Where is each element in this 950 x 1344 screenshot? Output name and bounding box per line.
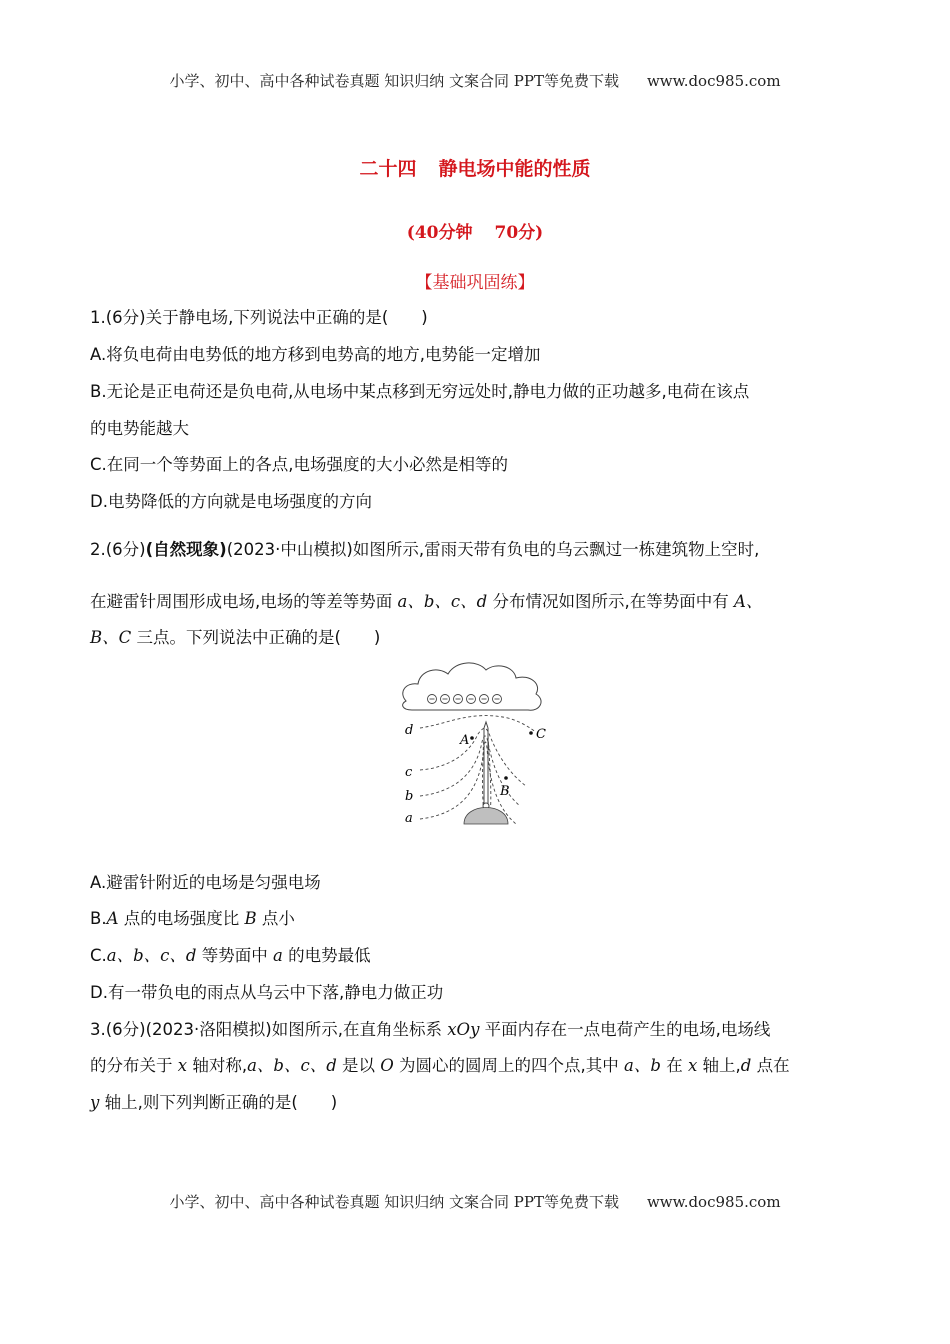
page-footer bbox=[0, 1191, 950, 1212]
q2-stem-line2: 在避雷针周围形成电场,电场的等差等势面 a、b、c、d 分布情况如图所示,在等势面中有 A、 bbox=[90, 592, 763, 611]
q2-option-b: B.A 点的电场强度比 B 点小 bbox=[90, 909, 295, 928]
equipotential-lines bbox=[420, 716, 536, 824]
q1-option-b-line2: 的电势能越大 bbox=[90, 419, 189, 438]
label-B: B bbox=[500, 784, 510, 799]
footer-text: 小学、初中、高中各种试卷真题 知识归纳 文案合同 PPT等免费下载 bbox=[169, 1193, 619, 1211]
q1-option-c: C.在同一个等势面上的各点,电场强度的大小必然是相等的 bbox=[90, 455, 509, 474]
page-title bbox=[0, 154, 950, 181]
q2-option-d: D.有一带负电的雨点从乌云中下落,静电力做正功 bbox=[90, 983, 444, 1002]
q2-tag: (自然现象) bbox=[145, 540, 227, 559]
q1-option-d: D.电势降低的方向就是电场强度的方向 bbox=[90, 492, 372, 511]
q2-stem-line1: 2.(6分)(自然现象)(2023·中山模拟)如图所示,雷雨天带有负电的乌云飘过一栋建筑物上空时, bbox=[90, 540, 760, 559]
time-minutes: (40分钟 bbox=[406, 223, 473, 243]
q2-option-c: C.a、b、c、d 等势面中 a 的电势最低 bbox=[90, 946, 371, 965]
label-b: b bbox=[405, 789, 414, 804]
label-C: C bbox=[536, 727, 546, 742]
q3-stem-line1: 3.(6分)(2023·洛阳模拟)如图所示,在直角坐标系 xOy 平面内存在一点电荷产生的电场,电场线 bbox=[90, 1020, 771, 1039]
q2-stem-line3: B、C 三点。下列说法中正确的是( ) bbox=[90, 628, 381, 647]
time-limit bbox=[0, 218, 950, 243]
lightning-rod bbox=[483, 722, 489, 809]
label-c: c bbox=[405, 765, 413, 780]
point-C bbox=[529, 731, 533, 735]
point-A bbox=[470, 736, 474, 740]
header-url[interactable]: www.doc985.com bbox=[646, 72, 781, 90]
q3-stem-line3: y 轴上,则下列判断正确的是( ) bbox=[90, 1093, 338, 1112]
point-B bbox=[504, 776, 508, 780]
lightning-rod-figure bbox=[398, 656, 558, 828]
footer-url[interactable]: www.doc985.com bbox=[646, 1193, 781, 1211]
q1-option-b-line1: B.无论是正电荷还是负电荷,从电场中某点移到无穷远处时,静电力做的正功越多,电荷在该点 bbox=[90, 382, 750, 401]
building bbox=[464, 808, 508, 825]
header-text: 小学、初中、高中各种试卷真题 知识归纳 文案合同 PPT等免费下载 bbox=[169, 72, 619, 90]
title-name: 静电场中能的性质 bbox=[438, 158, 591, 180]
q3-stem-line2: 的分布关于 x 轴对称,a、b、c、d 是以 O 为圆心的圆周上的四个点,其中 a、b 在 x 轴上,d 点在 bbox=[90, 1056, 790, 1075]
label-A: A bbox=[460, 733, 470, 748]
q2-option-a: A.避雷针附近的电场是匀强电场 bbox=[90, 873, 321, 892]
page-header bbox=[0, 70, 950, 91]
time-score: 70分) bbox=[494, 223, 544, 243]
title-number: 二十四 bbox=[359, 158, 417, 180]
label-a: a bbox=[405, 811, 413, 826]
section-heading: 【基础巩固练】 bbox=[415, 273, 535, 293]
negative-charges bbox=[428, 695, 502, 704]
label-d: d bbox=[405, 723, 414, 738]
q1-option-a: A.将负电荷由电势低的地方移到电势高的地方,电势能一定增加 bbox=[90, 345, 541, 364]
q1-stem: 1.(6分)关于静电场,下列说法中正确的是( ) bbox=[90, 308, 428, 327]
